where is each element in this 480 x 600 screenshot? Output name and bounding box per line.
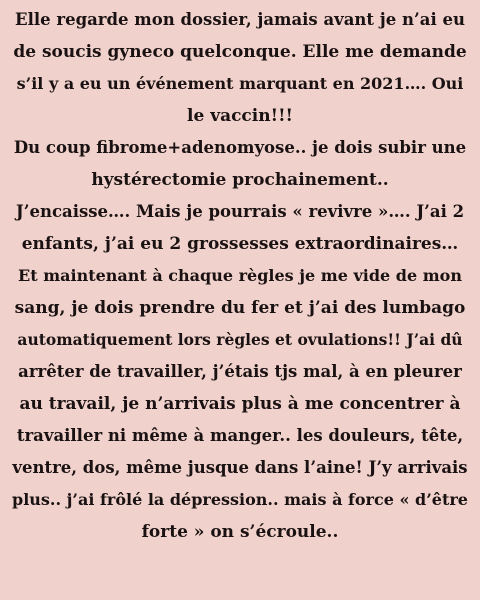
text-line: s’il y a eu un événement marquant en 2021…. Oui <box>16 74 464 93</box>
text-line: Du coup fibrome+adenomyose.. je dois subir une <box>13 138 467 157</box>
text-line: ventre, dos, même jusque dans l’aine! J’y arrivais <box>12 458 468 477</box>
text-line: automatiquement lors règles et ovulations!! J’ai dû <box>17 330 463 349</box>
text-line: de soucis gyneco quelconque. Elle me demande <box>13 42 467 62</box>
text-line: arrêter de travailler, j’étais tjs mal, à en pleurer <box>18 362 462 381</box>
text-line: Elle regarde mon dossier, jamais avant je n’ai eu <box>15 10 465 29</box>
text-line: plus.. j’ai frôlé la dépression.. mais à force « d’être <box>12 490 468 509</box>
text-line: travailler ni même à manger.. les douleurs, tête, <box>16 426 464 445</box>
text-line: Et maintenant à chaque règles je me vide de mon <box>18 266 462 285</box>
text-line: hystérectomie prochainement.. <box>91 170 389 190</box>
text-line: le vaccin!!! <box>187 106 293 126</box>
text-line: enfants, j’ai eu 2 grossesses extraordinaires… <box>21 234 459 254</box>
text-line: forte » on s’écroule.. <box>141 522 339 542</box>
text-line: au travail, je n’arrivais plus à me concentrer à <box>19 394 461 414</box>
testimony-text <box>12 4 468 548</box>
text-line: J’encaisse…. Mais je pourrais « revivre »…. J’ai 2 <box>15 202 465 221</box>
text-line: sang, je dois prendre du fer et j’ai des lumbago <box>14 298 466 318</box>
